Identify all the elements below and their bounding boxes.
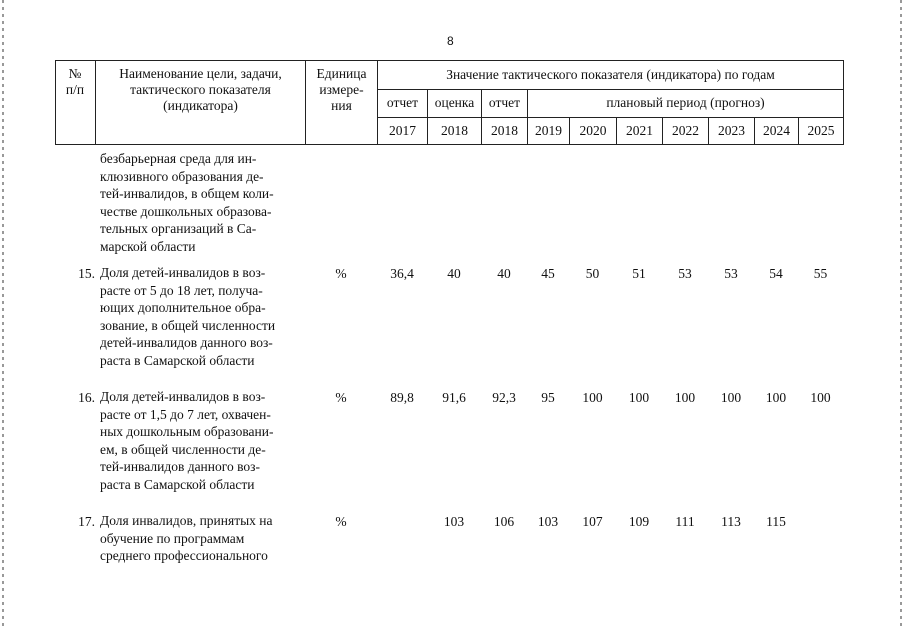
header-text: № <box>68 66 82 81</box>
header-text: (индикатора) <box>163 98 238 113</box>
value-cell: 53 <box>678 266 692 281</box>
value-cell: 103 <box>537 514 559 529</box>
header-year: 2025 <box>807 123 835 138</box>
header-year: 2024 <box>763 123 790 138</box>
value-cell: 100 <box>765 390 787 405</box>
header-text: измере- <box>319 82 364 97</box>
value-cell: 100 <box>628 390 650 405</box>
value-cell: 51 <box>632 266 646 281</box>
value-cell: 45 <box>541 266 555 281</box>
header-report: отчет <box>488 95 521 110</box>
value-cell: 106 <box>493 514 515 529</box>
row-number: 16. <box>78 390 95 405</box>
indicator-name <box>100 264 304 369</box>
header-name-column <box>96 66 305 114</box>
text-line: клюзивного образования де- <box>100 168 264 184</box>
header-border-top <box>55 60 844 61</box>
header-text: Наименование цели, задачи, <box>119 66 282 81</box>
text-line: обучение по программам <box>100 530 245 546</box>
row-number: 17. <box>78 514 95 529</box>
value-cell: 53 <box>724 266 738 281</box>
text-line: ем, в общей численности де- <box>100 441 266 457</box>
text-line: безбарьерная среда для ин- <box>100 151 257 166</box>
scan-edge-right <box>900 0 902 629</box>
header-group-title: Значение тактического показателя (индикатора) по годам <box>446 67 775 82</box>
indicator-name <box>100 512 304 565</box>
value-cell: 89,8 <box>390 390 414 405</box>
header-divider <box>377 89 844 90</box>
text-line: расте от 1,5 до 7 лет, охвачен- <box>100 406 271 422</box>
value-cell: 40 <box>447 266 461 281</box>
value-cell: 109 <box>628 514 650 529</box>
header-unit-column <box>306 66 377 114</box>
header-text: ния <box>331 98 352 113</box>
value-cell: 100 <box>810 390 831 405</box>
text-line: ющих дополнительное обра- <box>100 300 266 315</box>
value-cell: 36,4 <box>390 266 414 281</box>
text-line: Доля детей-инвалидов в воз- <box>100 265 266 280</box>
text-line: среднего профессионального <box>100 548 268 563</box>
header-year: 2022 <box>672 123 699 138</box>
value-cell: 113 <box>721 514 741 529</box>
text-line: раста в Самарской области <box>100 476 255 492</box>
header-estimate: оценка <box>434 95 475 110</box>
value-cell: 55 <box>813 266 828 281</box>
text-line: честве дошкольных образова- <box>100 203 272 219</box>
value-cell: 115 <box>766 514 786 529</box>
header-year: 2021 <box>626 123 653 138</box>
header-year: 2019 <box>535 123 562 138</box>
value-cell: 103 <box>443 514 465 529</box>
value-cell: 95 <box>541 390 555 405</box>
header-border-bottom <box>55 144 844 145</box>
header-text: тактического показателя <box>130 82 271 97</box>
header-plan-period: плановый период (прогноз) <box>606 95 765 110</box>
text-line: расте от 5 до 18 лет, получа- <box>100 282 263 298</box>
text-line: раста в Самарской области <box>100 352 255 368</box>
scan-edge-left <box>2 0 4 629</box>
row-number: 15. <box>78 266 95 281</box>
table-header <box>55 60 844 145</box>
header-text: п/п <box>65 82 85 97</box>
value-cell: 92,3 <box>492 390 516 405</box>
value-cell: 50 <box>585 266 600 281</box>
value-cell: 100 <box>582 390 603 405</box>
unit-value: % <box>335 390 347 405</box>
value-cell: 111 <box>675 514 695 529</box>
value-cell: 100 <box>674 390 696 405</box>
header-year: 2020 <box>579 123 607 138</box>
text-line: марской области <box>100 238 196 254</box>
header-number-column <box>55 66 95 98</box>
header-year: 2018 <box>441 123 468 138</box>
header-text: Единица <box>316 66 367 81</box>
text-line: Доля детей-инвалидов в воз- <box>100 389 266 404</box>
indicator-name <box>100 388 304 493</box>
text-line: ных дошкольным образовани- <box>100 424 274 439</box>
value-cell: 100 <box>720 390 742 405</box>
header-report: отчет <box>386 95 419 110</box>
text-line: зование, в общей численности <box>100 317 276 333</box>
value-cell: 91,6 <box>442 390 466 405</box>
unit-value: % <box>335 266 347 281</box>
text-line: тей-инвалидов данного воз- <box>100 459 260 474</box>
header-divider <box>377 117 844 118</box>
table-body <box>55 150 844 629</box>
text-line: тельных организаций в Са- <box>100 221 257 236</box>
header-year: 2017 <box>389 123 416 138</box>
indicator-name <box>100 150 304 255</box>
header-year: 2023 <box>718 123 745 138</box>
value-cell: 54 <box>769 266 783 281</box>
value-cell: 107 <box>582 514 603 529</box>
header-year: 2018 <box>491 123 518 138</box>
text-line: Доля инвалидов, принятых на <box>100 513 273 528</box>
text-line: тей-инвалидов, в общем коли- <box>100 186 274 201</box>
text-line: детей-инвалидов данного воз- <box>100 335 273 350</box>
page-number: 8 <box>447 34 454 48</box>
unit-value: % <box>335 514 347 529</box>
value-cell: 40 <box>497 266 511 281</box>
header-border-right <box>843 60 844 145</box>
